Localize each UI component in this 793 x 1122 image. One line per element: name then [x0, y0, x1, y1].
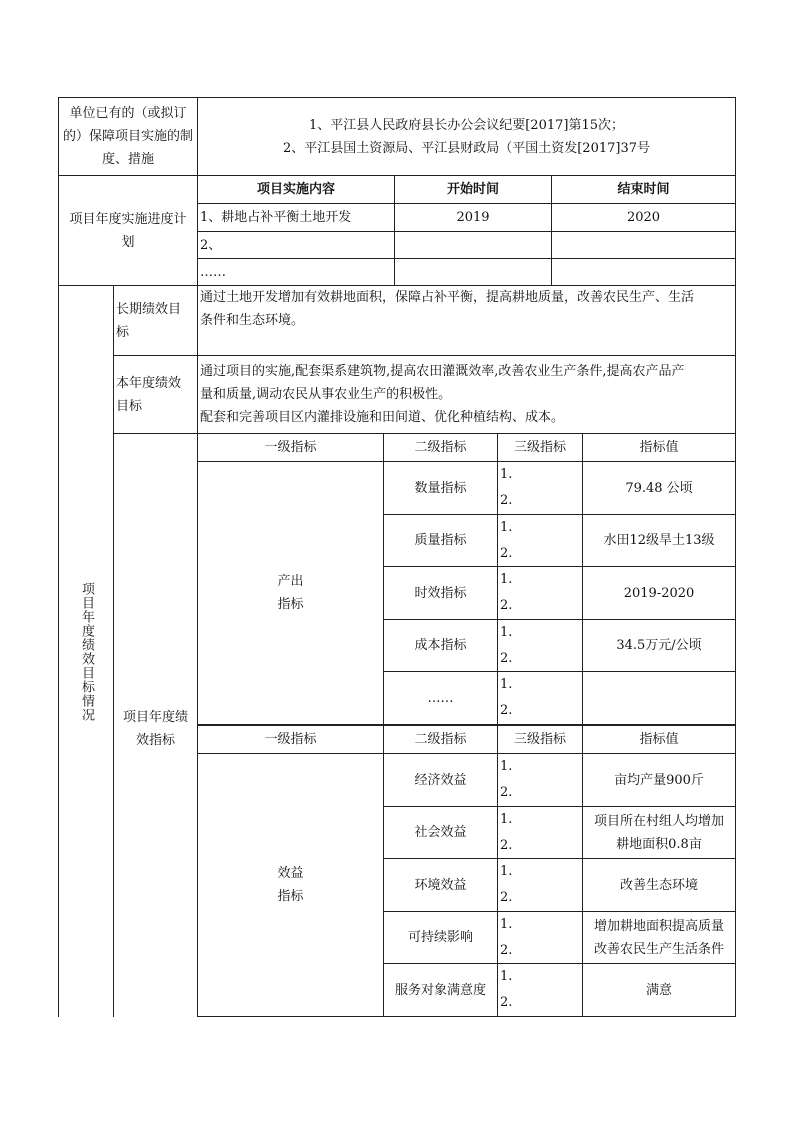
output-level1: [197, 461, 384, 725]
goals-section-label: [58, 285, 114, 1017]
schedule-header: [551, 175, 736, 204]
cell-text: 34.5万元/公顷: [616, 638, 702, 653]
benefit-level2: [383, 911, 498, 964]
benefit-level3: [497, 911, 583, 964]
cell-text: 结束时间: [617, 182, 670, 197]
schedule-cell: [551, 231, 736, 259]
cell-text: 项目所在村组人均增加: [593, 813, 724, 829]
schedule-header: [394, 175, 552, 204]
schedule-cell: [394, 203, 552, 232]
cell-text: 经济效益: [414, 772, 467, 788]
benefit-value: [582, 858, 736, 912]
cell-text: 效益: [277, 866, 304, 881]
annual-text: [197, 355, 736, 434]
cell-text: 一级指标: [264, 732, 317, 747]
cell-text: 通过项目的实施,配套渠系建筑物,提高农田灌溉效率,改善农业生产条件,提高农产品产: [200, 364, 685, 379]
benefit-level2: [383, 963, 498, 1017]
schedule-cell: [197, 258, 395, 286]
benefit-value: [582, 753, 736, 807]
cell-text: 条件和生态环境。: [200, 313, 305, 328]
measures-label: [58, 97, 198, 176]
indicators-label: [113, 433, 198, 1017]
cell-text: 质量指标: [414, 533, 467, 548]
benefit-level2: [383, 858, 498, 912]
output-value: [582, 619, 736, 672]
cell-text: 数量指标: [414, 480, 467, 496]
schedule-cell: [551, 203, 736, 232]
cell-text: 2.: [500, 650, 513, 666]
indicator-header: [582, 433, 736, 462]
cell-text: 开始时间: [446, 182, 499, 197]
cell-text: 三级指标: [513, 732, 566, 747]
benefit-level3: [497, 806, 583, 859]
cell-text: 成本指标: [414, 638, 467, 653]
indicator-header: [497, 725, 583, 754]
cell-text: 1.: [500, 519, 513, 535]
cell-text: 配套和完善项目区内灌排设施和田间道、优化种植结构、成本。: [200, 410, 565, 425]
cell-text: 标: [116, 324, 130, 340]
cell-text: 2020: [626, 210, 661, 225]
cell-text: 度、措施: [101, 152, 154, 167]
cell-text: 本年度绩效: [116, 375, 182, 391]
cell-text: 2.: [500, 995, 513, 1010]
annual-label: [113, 355, 198, 434]
indicator-header: [582, 725, 736, 754]
indicator-header: [197, 725, 384, 754]
cell-text: 1.: [500, 677, 513, 692]
cell-text: 二级指标: [414, 440, 467, 455]
schedule-label: [58, 175, 198, 286]
output-level3: [497, 619, 583, 672]
cell-text: 可持续影响: [407, 930, 473, 945]
cell-text: 指标值: [639, 732, 679, 747]
cell-text: 1、平江县人民政府县长办公会议纪要[2017]第15次；: [308, 117, 625, 133]
schedule-cell: [197, 203, 395, 232]
cell-text: 项目实施内容: [256, 182, 335, 197]
cell-text: 1.: [500, 811, 513, 827]
cell-text: 指标: [277, 889, 304, 904]
cell-text: 2.: [500, 942, 513, 958]
cell-text: 时效指标: [414, 585, 467, 601]
benefit-value: [582, 963, 736, 1017]
cell-text: 产出: [277, 574, 304, 589]
cell-text: 79.48 公顷: [625, 480, 693, 496]
cell-text: 1.: [500, 916, 513, 932]
cell-text: 通过土地开发增加有效耕地面积，保障占补平衡，提高耕地质量，改善农民生产、生活: [200, 290, 695, 305]
cell-text: 项目年度绩: [122, 710, 188, 725]
output-level3: [497, 514, 583, 567]
cell-text: 1.: [500, 624, 513, 640]
output-value: [582, 514, 736, 567]
measures-content: [197, 97, 736, 176]
benefit-level3: [497, 858, 583, 912]
cell-text: 社会效益: [414, 825, 467, 840]
schedule-cell: [551, 258, 736, 286]
cell-text: 指标值: [639, 440, 679, 455]
cell-text: 单位已有的（或拟订: [69, 106, 187, 121]
output-level2: [383, 566, 498, 620]
cell-text: 2.: [500, 545, 513, 561]
cell-text: 量和质量,调动农民从事农业生产的积极性。: [200, 387, 452, 402]
cell-text: ……: [427, 690, 454, 706]
indicator-header: [383, 725, 498, 754]
benefit-value: [582, 911, 736, 964]
benefit-value: [582, 806, 736, 859]
cell-text: 1、耕地占补平衡土地开发: [200, 210, 352, 225]
cell-text: 1.: [500, 572, 513, 587]
cell-text: 指标: [277, 597, 304, 612]
cell-text: 改善生态环境: [619, 877, 698, 893]
output-level2: [383, 514, 498, 567]
cell-text: 三级指标: [513, 440, 566, 455]
cell-text: 1.: [500, 864, 513, 879]
output-level2: [383, 461, 498, 515]
schedule-cell: [197, 231, 395, 259]
cell-text: 目标: [116, 398, 143, 414]
cell-text: 2.: [500, 837, 513, 853]
output-value: [582, 566, 736, 620]
schedule-cell: [394, 231, 552, 259]
cell-text: 改善农民生产生活条件: [593, 941, 724, 957]
cell-text: ……: [200, 264, 226, 280]
schedule-header: [197, 175, 395, 204]
benefit-level3: [497, 753, 583, 807]
cell-text: 2.: [500, 890, 513, 905]
cell-text: 环境效益: [414, 877, 467, 893]
benefit-level2: [383, 806, 498, 859]
benefit-level2: [383, 753, 498, 807]
long-term-label: [113, 285, 198, 356]
cell-text: 增加耕地面积提高质量: [593, 918, 724, 934]
long-term-text: [197, 285, 736, 356]
cell-text: 项目年度绩效目标情况: [79, 581, 94, 722]
indicator-header: [383, 433, 498, 462]
cell-text: 2.: [500, 598, 513, 613]
output-value: [582, 461, 736, 515]
cell-text: 2.: [500, 703, 513, 718]
output-level3: [497, 566, 583, 620]
output-level2: [383, 619, 498, 672]
cell-text: 2.: [500, 493, 513, 508]
indicator-header: [197, 433, 384, 462]
output-value: [582, 671, 736, 725]
cell-text: 满意: [645, 982, 672, 998]
cell-text: 亩均产量900斤: [614, 772, 704, 788]
cell-text: 的）保障项目实施的制: [62, 129, 193, 144]
cell-text: 1.: [500, 969, 513, 984]
cell-text: 效指标: [135, 733, 175, 748]
cell-text: 1.: [500, 467, 513, 482]
cell-text: 二级指标: [414, 732, 467, 747]
cell-text: 2、: [200, 237, 222, 253]
cell-text: 长期绩效目: [116, 301, 182, 317]
cell-text: 2、平江县国土资源局、平江县财政局（平国土资发[2017]37号: [282, 140, 651, 156]
schedule-cell: [394, 258, 552, 286]
indicator-header: [497, 433, 583, 462]
cell-text: 2019: [456, 210, 490, 225]
output-level3: [497, 671, 583, 725]
benefit-level1: [197, 753, 384, 1017]
output-level2: [383, 671, 498, 725]
cell-text: 水田12级旱土13级: [603, 533, 715, 548]
cell-text: 2019-2020: [623, 585, 695, 601]
cell-text: 划: [121, 234, 135, 250]
cell-text: 一级指标: [264, 440, 317, 455]
cell-text: 耕地面积0.8亩: [616, 836, 702, 852]
cell-text: 服务对象满意度: [394, 982, 486, 998]
cell-text: 项目年度实施进度计: [69, 211, 187, 227]
cell-text: 2.: [500, 785, 513, 800]
cell-text: 1.: [500, 759, 513, 774]
benefit-level3: [497, 963, 583, 1017]
output-level3: [497, 461, 583, 515]
